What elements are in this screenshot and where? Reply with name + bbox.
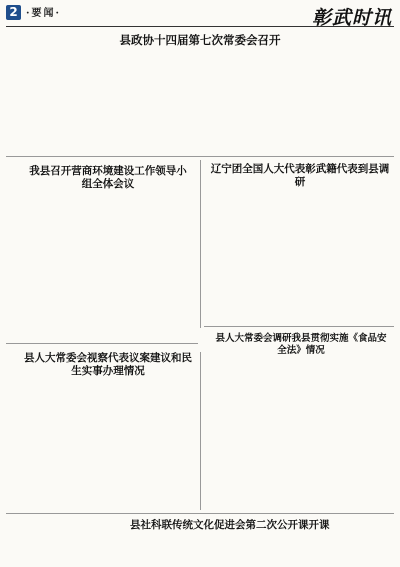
- divider: [6, 343, 198, 344]
- divider: [6, 513, 394, 514]
- section-title: ·要闻·: [26, 8, 61, 19]
- article-5-body: [24, 390, 194, 510]
- article-4-headline: 县人大常委会调研我县贯彻实施《食品安全法》情况: [215, 333, 387, 356]
- article-4-body: [206, 370, 392, 500]
- article-1-headline: 县政协十四届第七次常委会召开: [119, 33, 281, 47]
- article-3-body: [206, 200, 392, 320]
- article-1-body: [24, 60, 394, 152]
- divider: [6, 156, 394, 157]
- column-divider: [200, 352, 201, 510]
- page-number: 2: [6, 5, 21, 20]
- header-rule: [6, 26, 394, 27]
- column-divider: [200, 160, 201, 328]
- article-5-headline: 县人大常委会视察代表议案建议和民生实事办理情况: [24, 352, 192, 378]
- divider: [204, 326, 394, 327]
- article-6-body: [24, 535, 394, 563]
- article-6-headline: 县社科联传统文化促进会第二次公开课开课: [130, 519, 330, 531]
- article-3-headline: 辽宁团全国人大代表彰武籍代表到县调研: [210, 163, 390, 189]
- article-2-body: [24, 200, 194, 340]
- masthead: 彰武时讯: [311, 7, 392, 29]
- article-2-headline: 我县召开营商环境建设工作领导小组全体会议: [29, 165, 187, 191]
